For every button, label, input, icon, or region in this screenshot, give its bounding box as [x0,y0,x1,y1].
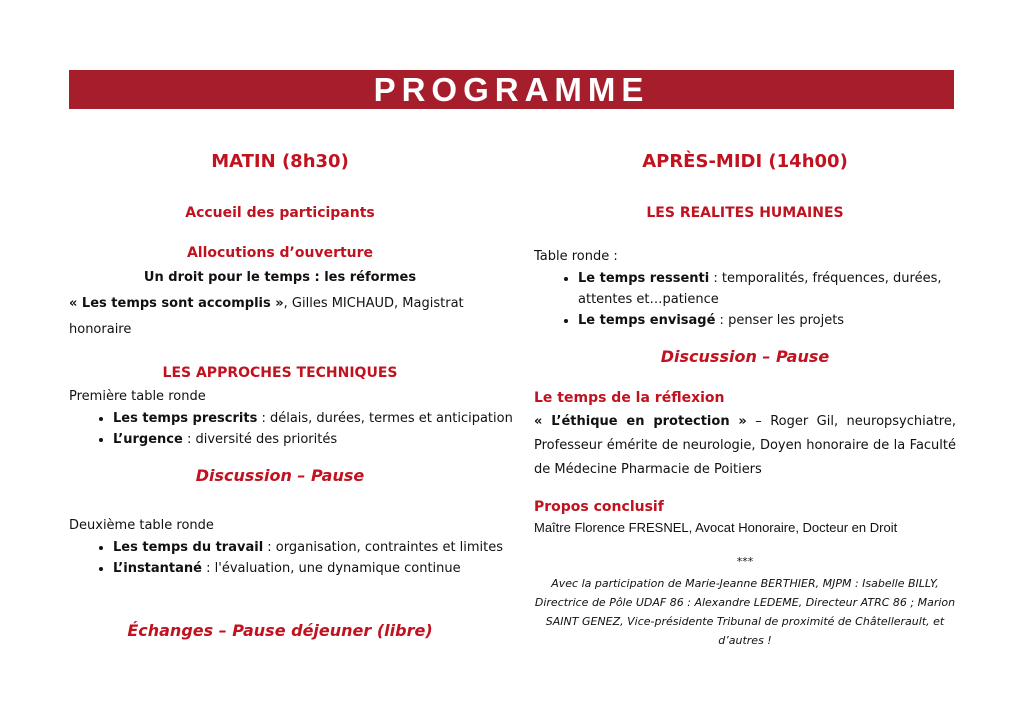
round-label: Table ronde : [534,249,618,264]
reflection-speaker: – Roger Gil, neuropsychiatre, Professeur émérite de neurologie, Doyen honoraire de la Faculté de Médecine Pharmacie de Poitiers [534,414,956,477]
item-bold: Les temps prescrits [113,411,258,426]
participation-note: Avec la participation de Marie-Jeanne BERTHIER, MJPM : Isabelle BILLY, Directrice de Pôle UDAF 86 : Alexandre LEDEME, Directeur ATRC 86 ; Marion SAINT GENEZ, Vice-présidente Tribunal de proximité de Châtellerault, et d’autres ! [534,577,956,647]
realities-heading: LES REALITES HUMAINES [646,205,844,221]
list-item [113,537,553,558]
talk-speaker-cont: honoraire [69,322,132,337]
afternoon-round-list [534,268,976,331]
lunch-heading: Échanges – Pause déjeuner (libre) [127,621,433,640]
item-text: : organisation, contraintes et limites [263,540,504,555]
talk-title: « Les temps sont accomplis » [69,296,284,311]
item-bold: Le temps ressenti [578,271,710,286]
opening-talk [69,296,491,311]
reflection-talk: « L’éthique en protection » [534,414,747,429]
opening-heading: Allocutions d’ouverture [186,245,374,261]
list-item [113,429,553,450]
list-item [578,268,976,310]
conclusion-text: Maître Florence FRESNEL, Avocat Honoraire, Docteur en Droit [534,520,898,535]
pause1-heading: Discussion – Pause [195,466,365,485]
list-item [113,408,553,429]
round2-label: Deuxième table ronde [69,518,214,533]
reflection-heading: Le temps de la réflexion [534,390,725,406]
item-text: : diversité des priorités [182,432,338,447]
morning-title: MATIN (8h30) [211,151,349,172]
item-bold: Les temps du travail [113,540,264,555]
round1-label: Première table ronde [69,389,206,404]
stars-divider: *** [736,555,754,568]
opening-subtitle: Un droit pour le temps : les réformes [143,270,417,285]
programme-banner [69,70,954,109]
item-bold: Le temps envisagé [578,313,716,328]
conclusion-heading: Propos conclusif [534,499,664,515]
page-title: PROGRAMME [373,71,650,108]
item-bold: L’instantané [113,561,202,576]
item-text: : délais, durées, termes et anticipation [257,411,513,426]
list-item [113,558,553,579]
reflection-text [534,410,956,482]
round2-list [69,537,553,579]
techniques-heading: LES APPROCHES TECHNIQUES [162,365,398,381]
item-text: : l'évaluation, une dynamique continue [201,561,461,576]
welcome-heading: Accueil des participants [185,205,375,221]
item-text: : temporalités, fréquences, durées, attentes et…patience [578,271,942,307]
talk-speaker: , Gilles MICHAUD, Magistrat [283,296,464,311]
round1-list [69,408,553,450]
list-item [578,310,976,331]
item-text: : penser les projets [715,313,845,328]
item-bold: L’urgence [113,432,183,447]
pause2-heading: Discussion – Pause [660,347,830,366]
afternoon-title: APRÈS-MIDI (14h00) [642,151,848,172]
